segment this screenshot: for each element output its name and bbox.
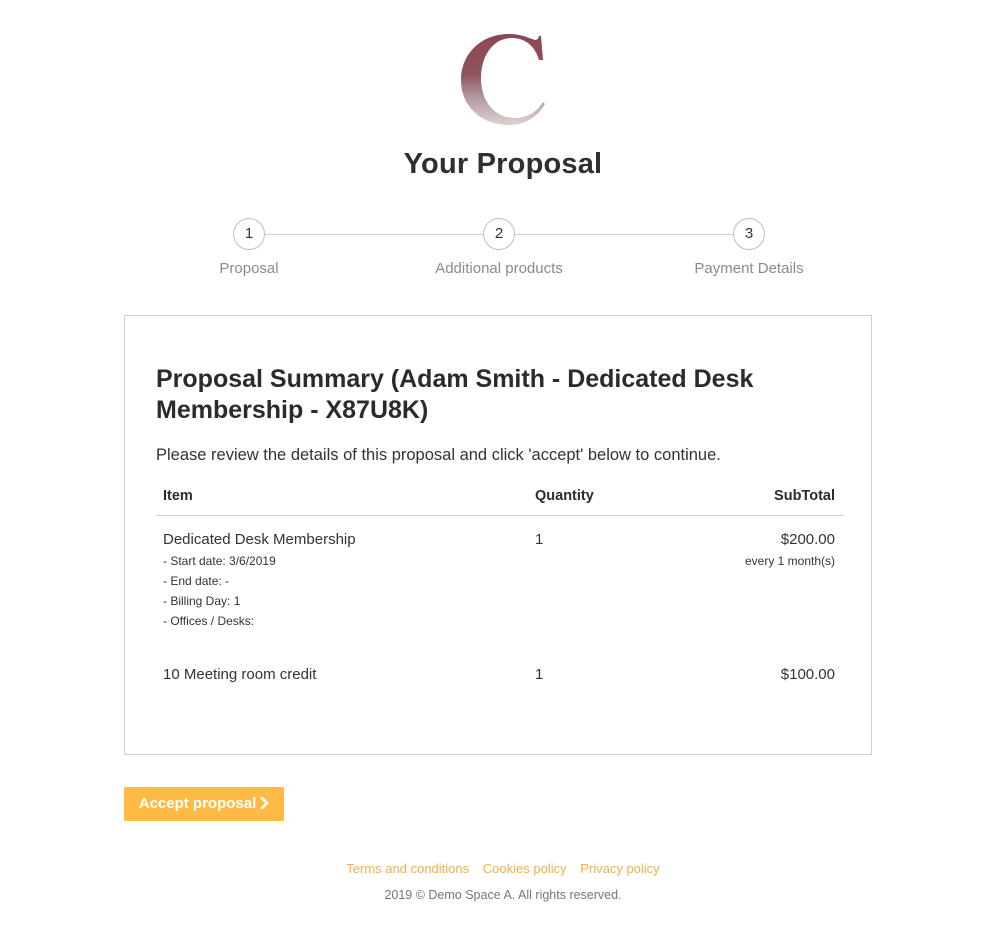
stepper-connector: [264, 234, 483, 235]
column-header-subtotal: SubTotal: [774, 488, 835, 504]
step-2-circle: 2: [483, 218, 515, 250]
terms-link[interactable]: Terms and conditions: [346, 861, 470, 876]
logo-letter: C: [457, 30, 458, 31]
company-logo: [457, 30, 549, 126]
row-quantity: 1: [535, 666, 544, 683]
step-1-circle: 1: [233, 218, 265, 250]
column-header-item: Item: [163, 488, 193, 504]
row-quantity: 1: [535, 531, 544, 548]
step-3-label: Payment Details: [694, 260, 804, 277]
stepper-connector: [515, 234, 734, 235]
step-2-label: Additional products: [435, 260, 563, 277]
privacy-policy-link[interactable]: Privacy policy: [580, 861, 660, 876]
row-item-name: Dedicated Desk Membership: [163, 531, 356, 548]
row-item-detail: - Start date: 3/6/2019: [163, 554, 276, 568]
proposal-summary-card: [124, 315, 872, 755]
accept-proposal-label: Accept proposal: [138, 795, 257, 812]
row-billing-frequency: every 1 month(s): [744, 554, 835, 568]
column-header-quantity: Quantity: [535, 488, 594, 504]
step-1-label: Proposal: [219, 260, 279, 277]
row-item-detail: - Offices / Desks:: [163, 614, 255, 628]
summary-intro: Please review the details of this proposal and click 'accept' below to continue.: [156, 446, 721, 464]
row-item-detail: - End date: -: [163, 574, 230, 588]
row-item-detail: - Billing Day: 1: [163, 594, 241, 608]
summary-title: Proposal Summary (Adam Smith - Dedicated Desk Membership - X87U8K): [156, 365, 754, 424]
row-subtotal: $100.00: [780, 666, 835, 683]
row-item-name: 10 Meeting room credit: [163, 666, 317, 683]
cookies-policy-link[interactable]: Cookies policy: [482, 861, 567, 876]
table-header-divider: [156, 515, 844, 516]
chevron-right-icon: [260, 787, 269, 821]
page-title: Your Proposal: [403, 148, 603, 180]
copyright-text: 2019 © Demo Space A. All rights reserved.: [384, 888, 622, 902]
footer-links: [0, 861, 1006, 876]
accept-proposal-button[interactable]: [124, 787, 284, 821]
step-3-circle: 3: [733, 218, 765, 250]
row-subtotal: $200.00: [780, 531, 835, 548]
